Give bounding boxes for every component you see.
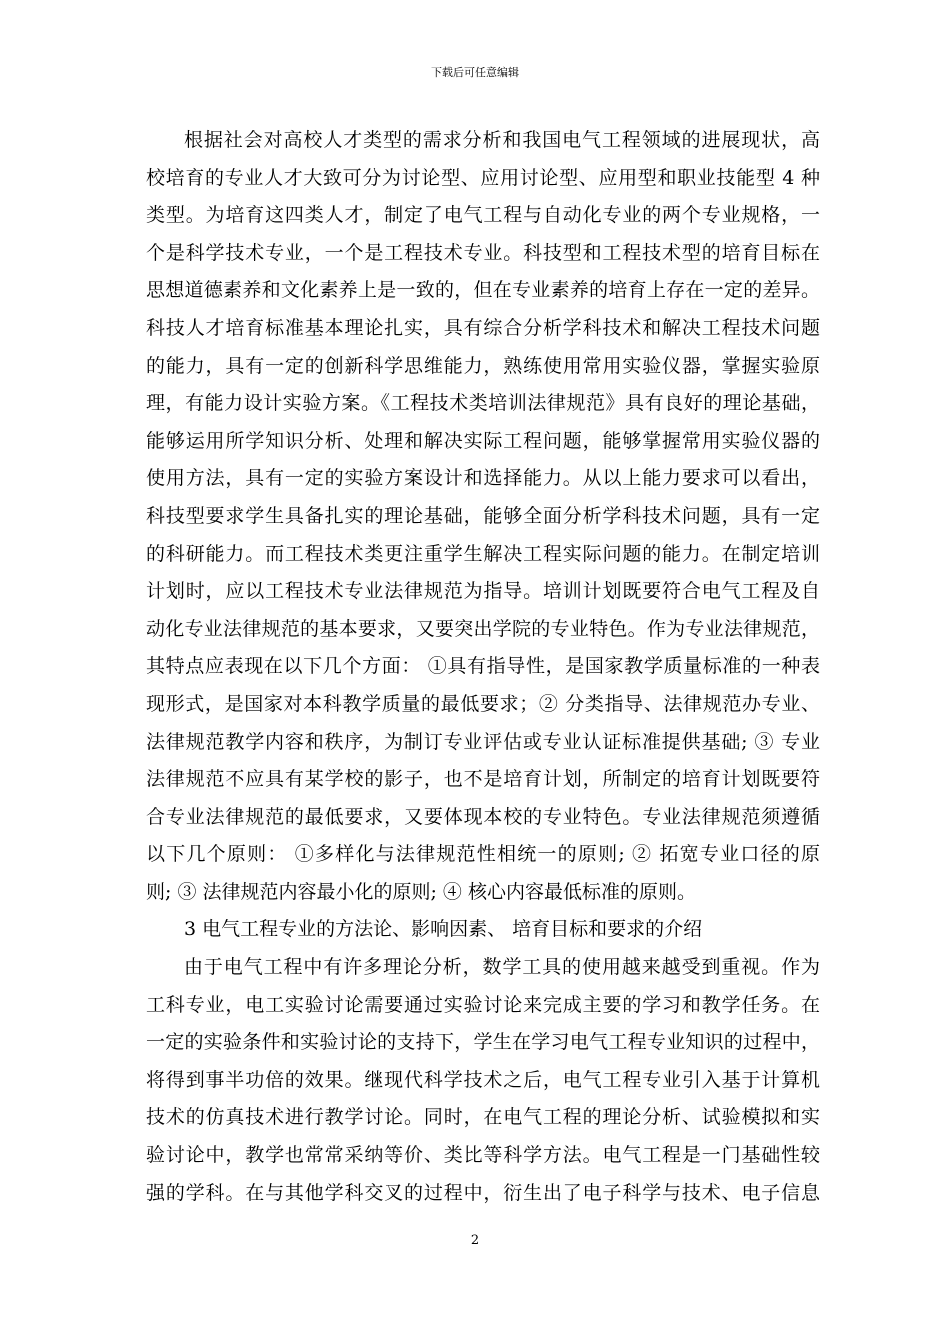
paragraph-line: 其特点应表现在以下几个方面： ①具有指导性，是国家教学质量标准的一种表 xyxy=(146,655,820,678)
paragraph-line: 理，有能力设计实验方案。《工程技术类培训法律规范》具有良好的理论基础， xyxy=(146,392,820,415)
paragraph-line: 计划时，应以工程技术专业法律规范为指导。培训计划既要符合电气工程及自 xyxy=(146,580,820,603)
page-number: 2 xyxy=(470,1233,480,1248)
paragraph-line: 的科研能力。而工程技术类更注重学生解决工程实际问题的能力。在制定培训 xyxy=(146,542,820,565)
paragraph-line: 则; ③ 法律规范内容最小化的原则; ④ 核心内容最低标准的原则。 xyxy=(146,880,696,903)
section-heading: 3 电气工程专业的方法论、影响因素、 培育目标和要求的介绍 xyxy=(184,918,703,941)
paragraph-line: 强的学科。在与其他学科交叉的过程中，衍生出了电子科学与技术、电子信息 xyxy=(146,1181,820,1204)
paragraph-line: 将得到事半功倍的效果。继现代科学技术之后，电气工程专业引入基于计算机 xyxy=(146,1068,820,1091)
paragraph-line: 以下几个原则： ①多样化与法律规范性相统一的原则; ② 拓宽专业口径的原 xyxy=(146,843,820,866)
paragraph-line: 由于电气工程中有许多理论分析，数学工具的使用越来越受到重视。作为 xyxy=(184,956,820,979)
paragraph-line: 合专业法律规范的最低要求，又要体现本校的专业特色。专业法律规范须遵循 xyxy=(146,805,820,828)
paragraph-line: 的能力，具有一定的创新科学思维能力，熟练使用常用实验仪器，掌握实验原 xyxy=(146,354,820,377)
paragraph-line: 法律规范教学内容和秩序，为制订专业评估或专业认证标准提供基础; ③ 专业 xyxy=(146,730,820,753)
paragraph-line: 类型。为培育这四类人才，制定了电气工程与自动化专业的两个专业规格，一 xyxy=(146,204,820,227)
paragraph-line: 一定的实验条件和实验讨论的支持下，学生在学习电气工程专业知识的过程中， xyxy=(146,1031,820,1054)
paragraph-line: 根据社会对高校人才类型的需求分析和我国电气工程领域的进展现状，高 xyxy=(184,129,820,151)
document-body xyxy=(146,122,820,1212)
paragraph-line: 能够运用所学知识分析、处理和解决实际工程问题，能够掌握常用实验仪器的 xyxy=(146,429,820,452)
page-header: 下载后可任意编辑 xyxy=(431,66,519,79)
paragraph-line: 法律规范不应具有某学校的影子，也不是培育计划，所制定的培育计划既要符 xyxy=(146,768,820,791)
paragraph-line: 思想道德素养和文化素养上是一致的，但在专业素养的培育上存在一定的差异。 xyxy=(146,279,820,302)
paragraph-line: 技术的仿真技术进行教学讨论。同时，在电气工程的理论分析、试验模拟和实 xyxy=(146,1106,820,1129)
paragraph-line: 校培育的专业人才大致可分为讨论型、应用讨论型、应用型和职业技能型 4 种 xyxy=(146,166,820,189)
paragraph-line: 使用方法，具有一定的实验方案设计和选择能力。从以上能力要求可以看出， xyxy=(146,467,820,490)
paragraph-line: 工科专业，电工实验讨论需要通过实验讨论来完成主要的学习和教学任务。在 xyxy=(146,993,820,1016)
paragraph-line: 动化专业法律规范的基本要求，又要突出学院的专业特色。作为专业法律规范， xyxy=(146,617,820,640)
paragraph-line: 现形式，是国家对本科教学质量的最低要求；② 分类指导、法律规范办专业、 xyxy=(146,692,820,715)
paragraph-line: 验讨论中，教学也常常采纳等价、类比等科学方法。电气工程是一门基础性较 xyxy=(146,1144,820,1167)
paragraph-line: 个是科学技术专业，一个是工程技术专业。科技型和工程技术型的培育目标在 xyxy=(146,241,820,264)
paragraph-line: 科技型要求学生具备扎实的理论基础，能够全面分析学科技术问题，具有一定 xyxy=(146,504,820,527)
paragraph-line: 科技人才培育标准基本理论扎实，具有综合分析学科技术和解决工程技术问题 xyxy=(146,316,820,339)
